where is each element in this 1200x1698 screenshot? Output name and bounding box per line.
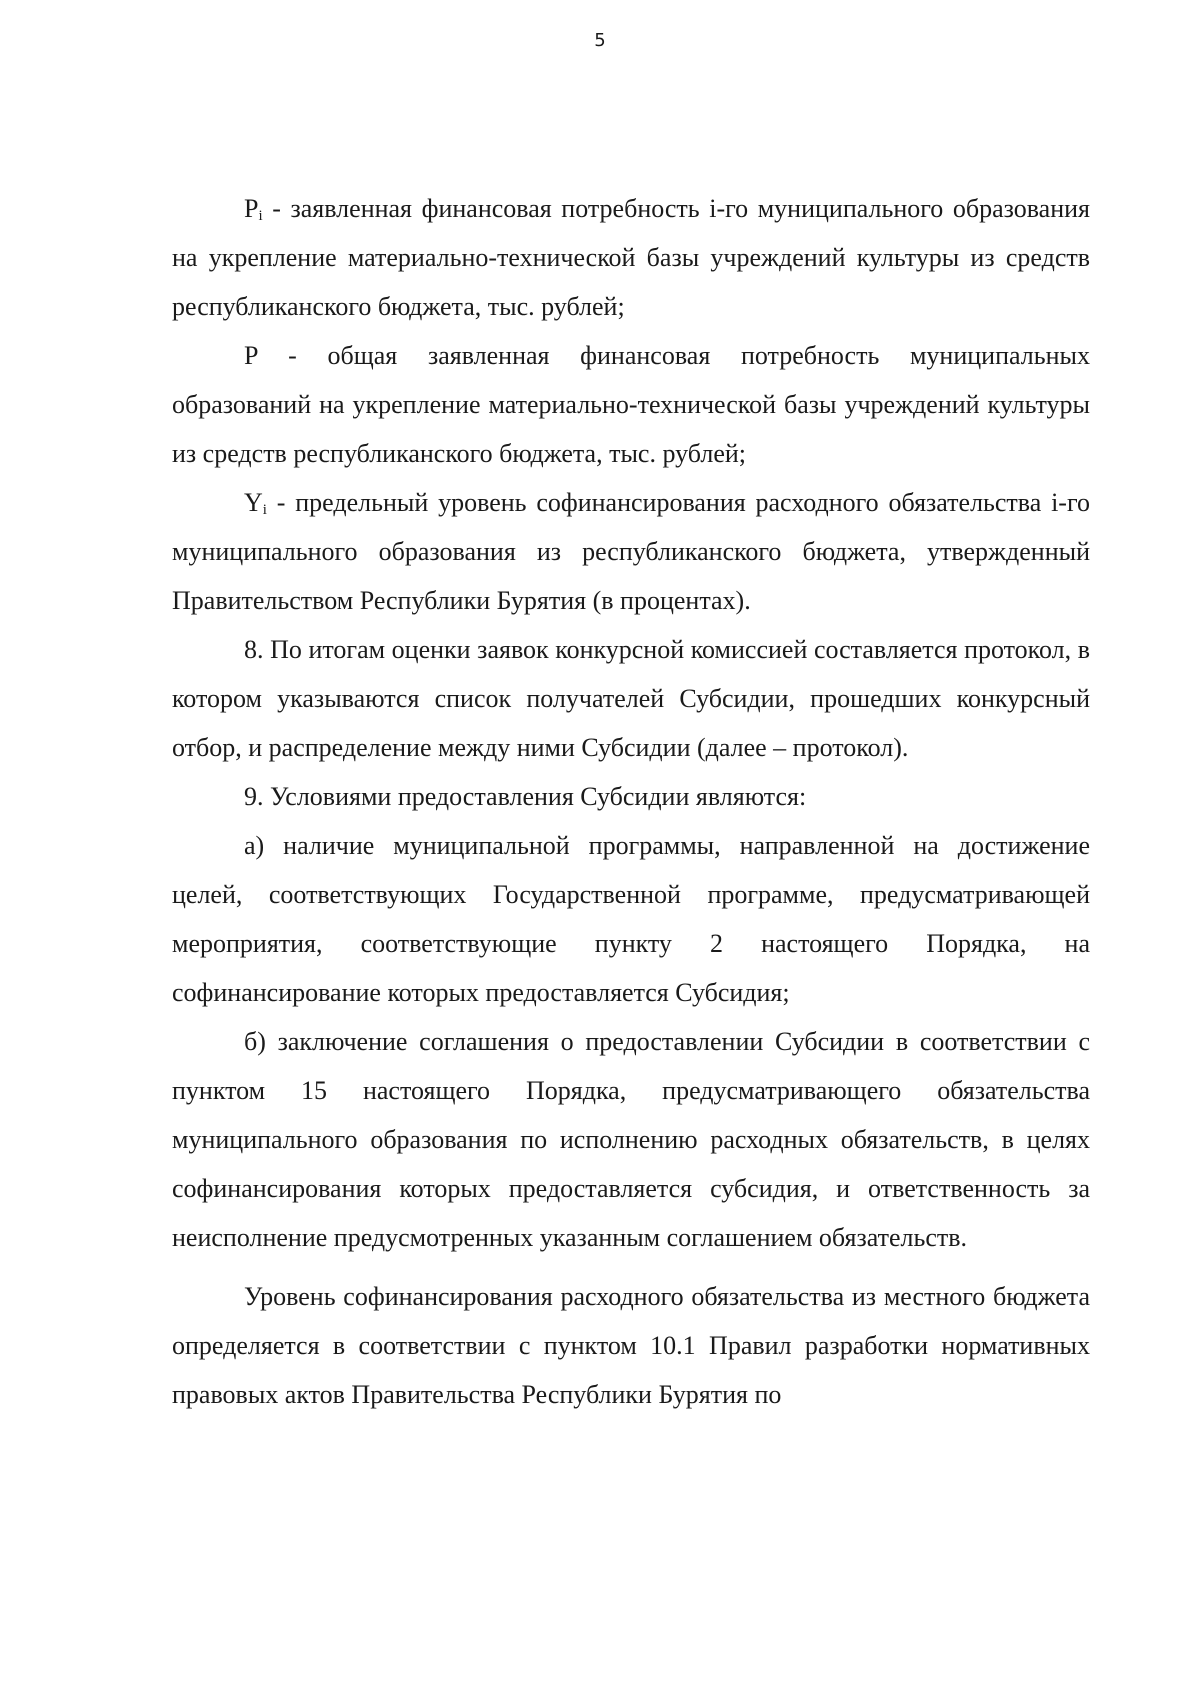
paragraph-cofinancing-level: [172, 1272, 1090, 1419]
paragraph-text: P - общая заявленная финансовая потребность муниципальных образований на укрепление материально-технической базы учреждений культуры из средств республиканского бюджета, тыс. рублей;: [172, 341, 1090, 468]
formula-symbol: P: [244, 194, 259, 223]
paragraph-text: а) наличие муниципальной программы, направленной на достижение целей, соответствующих Государственной программе, предусматривающей мероприятия, соответствующие пункту 2 настоящего Порядка, на софинансирование которых предоставляется Субсидия;: [172, 831, 1090, 1007]
paragraph-item-9: [172, 772, 1090, 821]
formula-subscript: i: [262, 502, 267, 518]
paragraph-item-9b: [172, 1017, 1090, 1262]
paragraph-pi-definition: [172, 184, 1090, 331]
paragraph-item-9a: [172, 821, 1090, 1017]
formula-subscript: i: [258, 208, 263, 224]
paragraph-text: - предельный уровень софинансирования расходного обязательства i-го муниципального образования из республиканского бюджета, утвержденный Правительством Республики Бурятия (в процентах).: [172, 488, 1090, 615]
paragraph-text: 9. Условиями предоставления Субсидии являются:: [244, 782, 807, 811]
paragraph-text: Уровень софинансирования расходного обязательства из местного бюджета определяется в соответствии с пунктом 10.1 Правил разработки нормативных правовых актов Правительства Республики Бурятия по: [172, 1282, 1090, 1409]
paragraph-p-definition: [172, 331, 1090, 478]
page-number: 5: [594, 30, 606, 51]
paragraph-yi-definition: [172, 478, 1090, 625]
paragraph-text: 8. По итогам оценки заявок конкурсной комиссией составляется протокол, в котором указываются список получателей Субсидии, прошедших конкурсный отбор, и распределение между ними Субсидии (далее – протокол).: [172, 635, 1090, 762]
paragraph-item-8: [172, 625, 1090, 772]
document-body: [172, 184, 1090, 1419]
formula-symbol: Y: [244, 488, 263, 517]
paragraph-text: - заявленная финансовая потребность i-го муниципального образования на укрепление материально-технической базы учреждений культуры из средств республиканского бюджета, тыс. рублей;: [172, 194, 1090, 321]
paragraph-text: б) заключение соглашения о предоставлении Субсидии в соответствии с пунктом 15 настоящего Порядка, предусматривающего обязательства муниципального образования по исполнению расходных обязательств, в целях софинансирования которых предоставляется субсидия, и ответственность за неисполнение предусмотренных указанным соглашением обязательств.: [172, 1027, 1090, 1252]
